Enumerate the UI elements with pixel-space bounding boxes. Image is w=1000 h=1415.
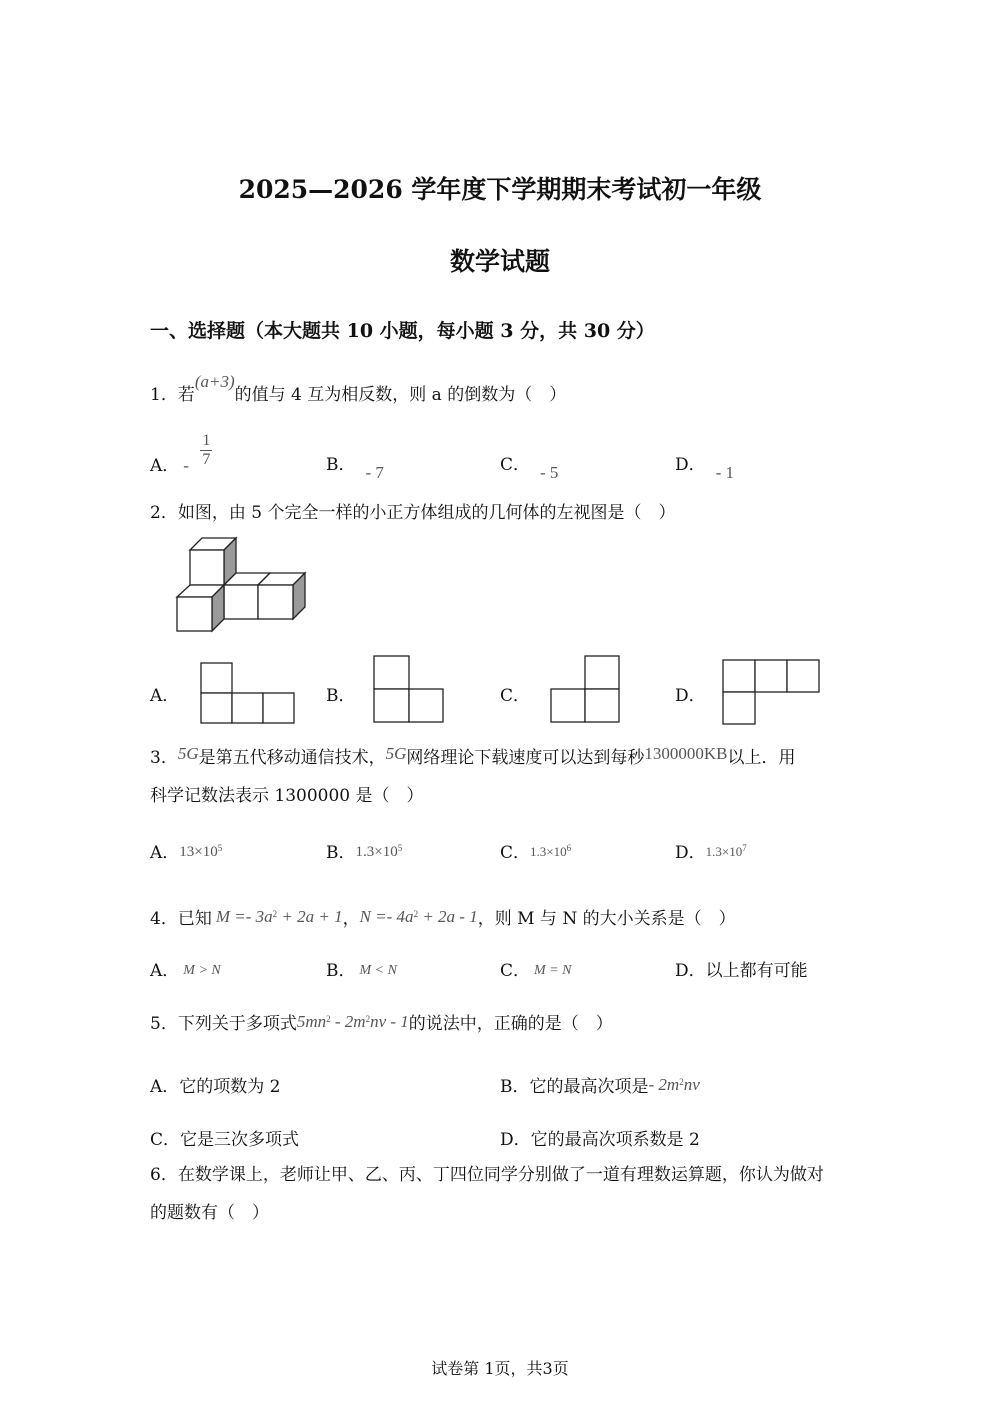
q4-option-d xyxy=(675,956,808,981)
q1-option-a xyxy=(150,432,212,476)
q3-a-base: 13×10 xyxy=(179,844,218,860)
question-3 xyxy=(150,746,796,770)
q5-b-expr: - 2m xyxy=(648,1075,680,1094)
q3-option-c xyxy=(500,838,571,863)
q3-line-2: 科学记数法表示 1300000 是（ ） xyxy=(150,786,424,806)
q4-a-label: A． xyxy=(150,961,180,981)
q1-a-numerator: 1 xyxy=(202,432,211,449)
q3-5g-term: 5G xyxy=(177,744,199,763)
q4-option-b xyxy=(326,956,397,981)
q1-a-denominator: 7 xyxy=(202,451,211,468)
q1-d-label: D． xyxy=(675,455,706,475)
q1-expression: (a+3) xyxy=(194,372,235,391)
q4-number: 4．已知 xyxy=(150,909,212,929)
q1-d-value: - 1 xyxy=(715,463,735,482)
q2-option-b-figure xyxy=(373,655,445,724)
q3-a-label: A． xyxy=(150,843,180,863)
q5-term-1: 5mn xyxy=(296,1012,327,1031)
q1-c-value: - 5 xyxy=(540,463,559,482)
q1-c-label: C． xyxy=(500,455,531,475)
q3-text-1: 是第五代移动通信技术， xyxy=(198,748,386,768)
q1-b-label: B． xyxy=(326,455,356,475)
q2-d-label: D． xyxy=(675,686,706,706)
q3-5g-term-2: 5G xyxy=(385,744,407,763)
q4-separator: ， xyxy=(342,909,360,929)
q3-c-exponent: 6 xyxy=(566,843,572,853)
page-footer: 试卷第 1页，共3页 xyxy=(431,1359,569,1378)
q3-c-label: C． xyxy=(500,843,531,863)
q2-a-label: A． xyxy=(150,686,180,706)
q4-text: ，则 M 与 N 的大小关系是（ ） xyxy=(477,909,736,929)
q4-d-label: D． xyxy=(675,961,706,981)
q4-b-value: M < N xyxy=(359,963,397,978)
exam-title: 2025—2026 学年度下学期期末考试初一年级 xyxy=(238,175,762,204)
q5-option-b xyxy=(500,1072,700,1097)
q3-b-label: B． xyxy=(326,843,356,863)
q5-b-text: B．它的最高次项是 xyxy=(500,1077,649,1097)
q1-option-c xyxy=(500,450,559,482)
q1-b-value: - 7 xyxy=(365,463,384,482)
q1-option-b xyxy=(326,450,384,482)
q5-term-2: - 2m xyxy=(330,1012,366,1031)
question-1 xyxy=(150,372,567,407)
q3-option-d xyxy=(675,838,747,863)
q5-option-c: C．它是三次多项式 xyxy=(150,1130,300,1150)
q1-a-sign: - xyxy=(183,456,189,475)
section-heading: 一、选择题（本大题共 10 小题，每小题 3 分，共 30 分） xyxy=(150,320,655,342)
q5-term-3: nv - 1 xyxy=(370,1012,409,1031)
q4-d-value: 以上都有可能 xyxy=(705,961,808,981)
q2-c-label: C． xyxy=(500,686,531,706)
question-4 xyxy=(150,902,736,931)
q1-a-label: A． xyxy=(150,456,180,476)
q3-text-2: 网络理论下载速度可以达到每秒 xyxy=(406,748,645,768)
q3-b-exponent: 5 xyxy=(397,843,403,853)
q5-b-exponent: 2 xyxy=(679,1077,684,1087)
question-6-line-2: 的题数有（ ） xyxy=(150,1203,269,1223)
q5-b-expr-2: nv xyxy=(683,1075,700,1094)
q1-text: 的值与 4 互为相反数，则 a 的倒数为（ ） xyxy=(234,385,567,405)
q5-option-a: A．它的项数为 2 xyxy=(150,1077,281,1097)
q3-speed-value: 1300000KB xyxy=(644,744,728,763)
q1-number: 1．若 xyxy=(150,385,195,405)
q3-d-exponent: 7 xyxy=(742,843,747,853)
q4-n-expr-a: N =- 4a xyxy=(359,907,414,926)
q4-b-label: B． xyxy=(326,961,356,981)
exam-subtitle: 数学试题 xyxy=(449,247,550,276)
q5-text-2: 的说法中，正确的是（ ） xyxy=(408,1014,613,1034)
q3-option-a xyxy=(150,838,222,863)
q3-c-base: 1.3×10 xyxy=(530,844,567,859)
q4-option-c xyxy=(500,956,571,981)
q2-option-a-figure xyxy=(200,662,296,724)
q3-text-3: 以上．用 xyxy=(727,748,796,768)
question-5 xyxy=(150,1007,613,1036)
q4-m-expr-b: + 2a + 1 xyxy=(277,907,343,926)
q3-d-base: 1.3×10 xyxy=(705,844,743,859)
q4-n-expr-b: + 2a - 1 xyxy=(418,907,478,926)
q4-option-a xyxy=(150,956,221,981)
q5-exp-2: 2 xyxy=(365,1014,371,1024)
q3-number: 3． xyxy=(150,748,178,768)
q3-a-exponent: 5 xyxy=(217,843,223,853)
q2-option-c-figure xyxy=(550,655,622,724)
q3-option-b xyxy=(326,838,402,863)
q4-m-exponent: 2 xyxy=(272,909,278,919)
q3-b-base: 1.3×10 xyxy=(355,844,398,860)
q5-text-1: 5．下列关于多项式 xyxy=(150,1014,297,1034)
question-2: 2．如图，由 5 个完全一样的小正方体组成的几何体的左视图是（ ） xyxy=(150,503,676,523)
question-6-line-1: 6．在数学课上，老师让甲、乙、丙、丁四位同学分别做了一道有理数运算题，你认为做对 xyxy=(150,1165,824,1185)
q3-d-label: D． xyxy=(675,843,706,863)
q1-option-d xyxy=(675,450,735,482)
q2-option-d-figure xyxy=(722,659,822,725)
q2-b-label: B． xyxy=(326,686,356,706)
q4-a-value: M > N xyxy=(183,963,221,978)
q4-c-label: C． xyxy=(500,961,531,981)
q4-c-value: M = N xyxy=(534,963,572,978)
q1-a-fraction xyxy=(200,432,212,469)
cube-solid-figure xyxy=(170,535,310,635)
q4-m-expr-a: M =- 3a xyxy=(215,907,273,926)
q5-exp-1: 2 xyxy=(326,1014,331,1024)
q4-n-exponent: 2 xyxy=(413,909,419,919)
q5-option-d: D．它的最高次项系数是 2 xyxy=(500,1130,700,1150)
